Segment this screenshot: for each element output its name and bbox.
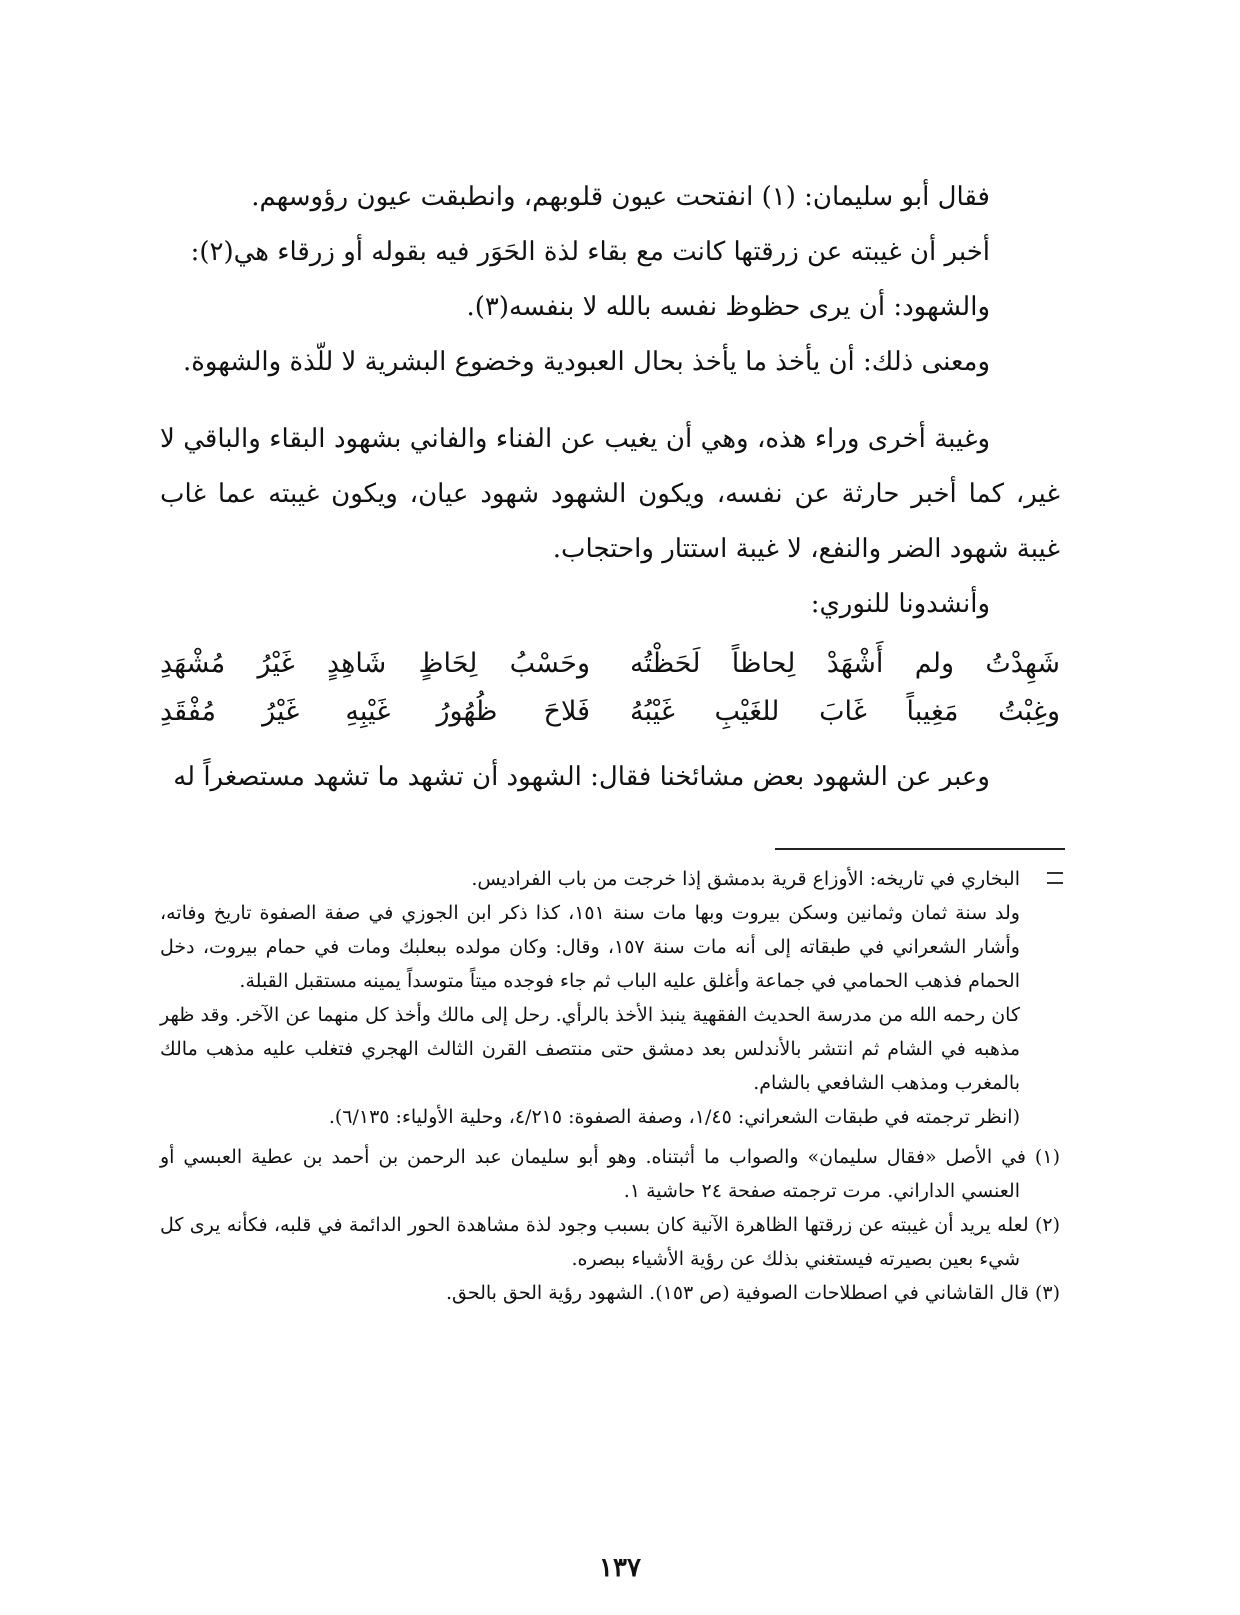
paragraph-5: وغيبة أخرى وراء هذه، وهي أن يغيب عن الفناء والفاني بشهود البقاء والباقي لا غير، كما أخبر حارثة عن نفسه، ويكون الشهود شهود عيان، ويكون غيبته عما غاب غيبة شهود الضر والنفع، لا غيبة استتار واحتجاب. bbox=[160, 424, 1060, 564]
footnote-continuation-1: البخاري في تاريخه: الأوزاع قرية بدمشق إذا خرجت من باب الفراديس. bbox=[471, 868, 1020, 890]
paragraph-2: أخبر أن غيبته عن زرقتها كانت مع بقاء لذة الحَوَر فيه بقوله أو زرقاء هي(٢): bbox=[190, 237, 990, 267]
footnote-continuation-4: (انظر ترجمته في طبقات الشعراني: ١/٤٥، وصفة الصفوة: ٤/٢١٥، وحلية الأولياء: ٦/١٣٥). bbox=[328, 1106, 1020, 1128]
footnote-continuation-3: كان رحمه الله من مدرسة الحديث الفقهية ينبذ الأخذ بالرأي. رحل إلى مالك وأخذ كل منهما عن الآخر. وقد ظهر مذهبه في الشام ثم انتشر بالأندلس بعد دمشق حتى منتصف القرن الثالث الهجري فتغلب عليه مذهب مالك بالمغرب ومذهب الشافعي بالشام. bbox=[160, 1004, 1021, 1094]
footnotes bbox=[160, 862, 1060, 1310]
main-text bbox=[160, 170, 1060, 632]
footnote-2: (٢) لعله يريد أن غيبته عن زرقتها الظاهرة الآنية كان بسبب وجود لذة مشاهدة الحور الدائمة في قلبه، فكأنه يرى كل شيء بعين بصيرته فيستغني بذلك عن رؤية الأشياء ببصره. bbox=[160, 1214, 1060, 1270]
footnote-3: (٣) قال القاشاني في اصطلاحات الصوفية (ص ١٥٣). الشهود رؤية الحق بالحق. bbox=[445, 1282, 1060, 1304]
footnote-separator bbox=[775, 848, 1065, 850]
verse-1-second-hemistich: وحَسْبُ لِحَاظٍ شَاهِدٍ غَيْرُ مُشْهَدِ bbox=[160, 648, 590, 679]
verse-1-first-hemistich: شَهِدْتُ ولم أَشْهَدْ لِحاظاً لَحَظْتُه bbox=[630, 648, 1060, 679]
paragraph-7: وعبر عن الشهود بعض مشائخنا فقال: الشهود أن تشهد ما تشهد مستصغراً له bbox=[173, 762, 990, 792]
footnote-1: (١) في الأصل «فقال سليمان» والصواب ما أثبتناه. وهو أبو سليمان عبد الرحمن بن أحمد بن عطية العبسي أو العنسي الداراني. مرت ترجمته صفحة ٢٤ حاشية ١. bbox=[160, 1146, 1060, 1202]
poem-verses bbox=[160, 640, 1060, 736]
page-number: ١٣٧ bbox=[599, 1553, 641, 1583]
verse-2-first-hemistich: وغِبْتُ مَغِيباً غَابَ للغَيْبِ غَيْبُهُ bbox=[630, 696, 1060, 727]
paragraph-3: والشهود: أن يرى حظوظ نفسه بالله لا بنفسه(٣). bbox=[466, 292, 990, 322]
verse-2-second-hemistich: فَلاحَ ظُهُورُ غَيْبِهِ غَيْرُ مُفْقَدِ bbox=[160, 696, 590, 727]
after-verse-text bbox=[160, 750, 1060, 805]
verse-line-1 bbox=[160, 640, 1060, 688]
verse-line-2 bbox=[160, 688, 1060, 736]
paragraph-4: ومعنى ذلك: أن يأخذ ما يأخذ بحال العبودية وخضوع البشرية لا للّذة والشهوة. bbox=[182, 347, 990, 377]
footnote-continuation-2: ولد سنة ثمان وثمانين وسكن بيروت وبها مات سنة ١٥١، كذا ذكر ابن الجوزي في صفة الصفوة تاريخ وفاته، وأشار الشعراني في طبقاته إلى أنه مات سنة ١٥٧، وقال: وكان مولده ببعلبك ومات في حمام بيروت، دخل الحمام فذهب الحمامي في جماعة وأغلق عليه الباب ثم جاء فوجده ميتاً متوسداً يمينه مستقبل القبلة. bbox=[160, 902, 1020, 992]
paragraph-6: وأنشدونا للنوري: bbox=[810, 589, 990, 619]
paragraph-1: فقال أبو سليمان: (١) انفتحت عيون قلوبهم، وانطبقت عيون رؤوسهم. bbox=[251, 182, 990, 212]
